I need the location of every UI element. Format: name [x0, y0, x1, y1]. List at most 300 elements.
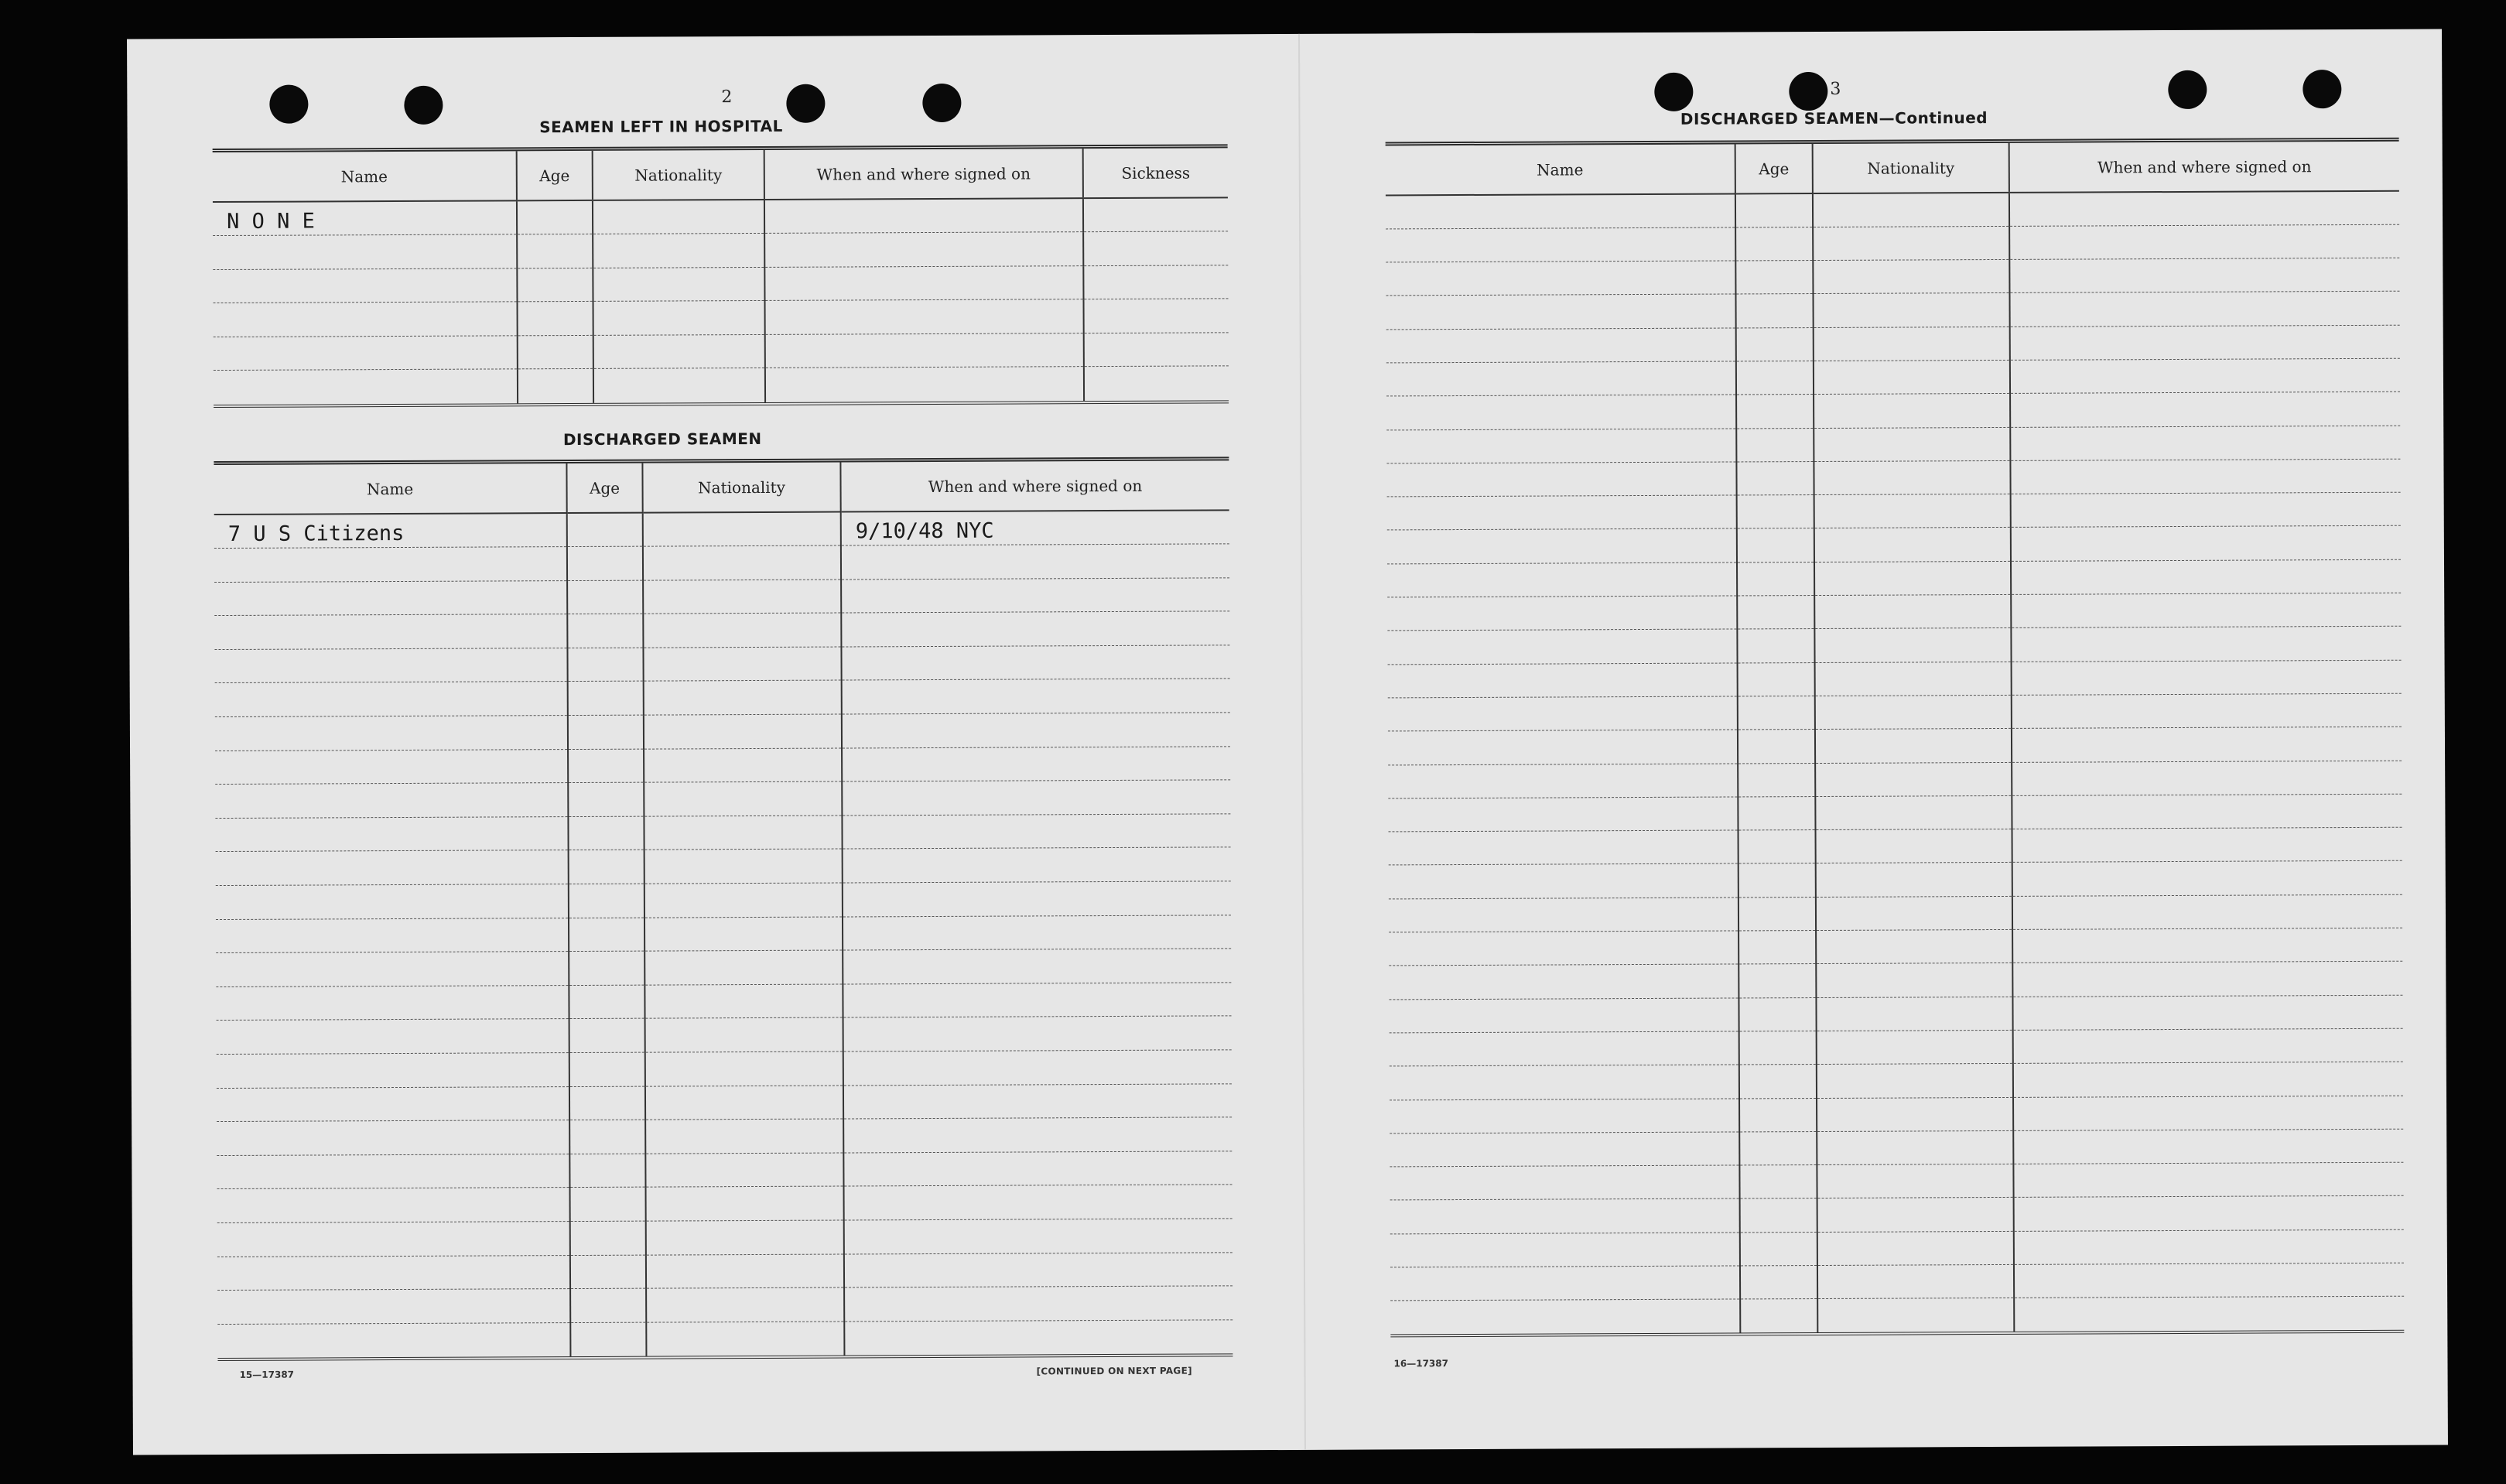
cell-name: [213, 234, 517, 269]
table-row: [217, 1252, 1232, 1290]
cell-nationality: [1814, 327, 2010, 361]
cell-nationality: [1813, 260, 2009, 294]
cell-name: [1386, 294, 1735, 329]
table-row: [216, 847, 1231, 885]
cell-name: [217, 1289, 570, 1325]
table-row: [215, 746, 1230, 784]
cell-signed-on: [843, 1016, 1232, 1051]
cell-age: [1736, 428, 1814, 462]
cell-nationality: [645, 1119, 843, 1154]
cell-nationality: [644, 748, 842, 783]
cell-nationality: [593, 200, 764, 234]
cell-name: [214, 648, 567, 683]
cell-nationality: [593, 334, 765, 369]
cell-signed-on: 9/10/48 NYC: [841, 510, 1229, 545]
table-row: [217, 1320, 1232, 1358]
cell-name: [1387, 562, 1737, 597]
table-row: [1387, 627, 2401, 665]
cell-age: [570, 1288, 646, 1322]
cell-signed-on: [843, 1117, 1232, 1153]
table-row: [215, 679, 1230, 716]
cell-signed-on: [2012, 761, 2402, 795]
cell-age: [1740, 1266, 1817, 1300]
table-row: [217, 1083, 1232, 1121]
cell-age: [518, 369, 593, 403]
cell-name: [1390, 1165, 1739, 1200]
cell-age: [1738, 830, 1816, 864]
cell-name: [1388, 764, 1738, 798]
table-row: [215, 814, 1230, 852]
cell-age: [1737, 596, 1814, 630]
page-number: 2: [721, 87, 733, 108]
cell-name: [217, 1019, 569, 1055]
cell-nationality: [645, 1086, 843, 1120]
cell-age: [568, 749, 644, 783]
cell-name: [1389, 830, 1738, 865]
cell-signed-on: [2010, 325, 2400, 360]
cell-age: [1738, 964, 1816, 998]
cell-nationality: [644, 781, 842, 816]
column-header-age: Age: [517, 151, 593, 200]
cell-name: [217, 1188, 570, 1223]
cell-signed-on: [2012, 861, 2402, 896]
cell-signed-on: [844, 1286, 1232, 1322]
table-row: [1388, 660, 2402, 698]
cell-name: [217, 1222, 570, 1257]
cell-name: [216, 850, 569, 886]
cell-age: [1735, 227, 1813, 261]
table-row: [1387, 559, 2401, 597]
cell-nationality: [1817, 1164, 2013, 1198]
cell-nationality: [1815, 662, 2012, 696]
cell-name: [213, 268, 517, 303]
cell-age: [1737, 495, 1814, 529]
cell-name: [215, 783, 568, 819]
cell-nationality: [1814, 460, 2010, 494]
cell-nationality: [646, 1287, 844, 1322]
table-row: [217, 1185, 1232, 1222]
cell-nationality: [1813, 193, 2009, 227]
cell-nationality: [1813, 293, 2009, 327]
table-row: [1386, 292, 2399, 330]
cell-signed-on: [2013, 1028, 2403, 1063]
table-row: [1389, 928, 2402, 966]
cell-name: [1389, 863, 1738, 898]
cell-signed-on: [2012, 827, 2402, 862]
continued-note: [CONTINUED ON NEXT PAGE]: [1036, 1365, 1192, 1377]
cell-signed-on: [842, 780, 1230, 816]
table-row: [215, 713, 1230, 751]
cell-name: [215, 816, 568, 852]
cell-name: [215, 716, 568, 751]
column-header-signed-on: When and where signed on: [840, 460, 1229, 511]
cell-nationality: [1816, 863, 2012, 897]
discharged-section-title: DISCHARGED SEAMEN: [562, 429, 762, 450]
table-row: [1388, 693, 2402, 731]
cell-age: [567, 614, 643, 648]
table-row: [217, 1016, 1232, 1054]
cell-name: [1388, 696, 1738, 731]
cell-age: [1738, 696, 1815, 730]
cell-signed-on: [764, 232, 1083, 267]
table-row: [217, 1286, 1232, 1324]
cell-age: [517, 268, 593, 302]
cell-name: 7 U S Citizens: [214, 513, 567, 549]
cell-name: [217, 1053, 569, 1089]
cell-age: [570, 1322, 646, 1356]
table-row: [1390, 1129, 2403, 1167]
cell-name: [1390, 1031, 1739, 1066]
discharged-continued-title: [1625, 108, 2043, 128]
cell-name: [1386, 361, 1736, 396]
cell-nationality: [645, 1017, 843, 1052]
table-row: [1390, 1096, 2403, 1134]
table-row: [1387, 593, 2401, 631]
right-page: [1300, 29, 2448, 1449]
cell-age: [518, 302, 593, 336]
cell-nationality: [643, 647, 841, 682]
cell-age: [569, 1154, 645, 1188]
cell-signed-on: [843, 1050, 1232, 1086]
column-header-name: Name: [1386, 144, 1735, 195]
cell-signed-on: [841, 544, 1229, 580]
cell-name: [1390, 1198, 1740, 1233]
cell-signed-on: [842, 746, 1230, 781]
cell-age: [1738, 796, 1815, 830]
cell-signed-on: [842, 713, 1230, 748]
cell-name: [1389, 898, 1738, 932]
table-row: [214, 333, 1229, 371]
cell-signed-on: [841, 611, 1229, 647]
cell-sickness: [1083, 197, 1228, 231]
table-row: [214, 645, 1229, 683]
cell-age: [1735, 294, 1813, 328]
column-header-age: Age: [566, 463, 642, 513]
cell-nationality: [1816, 829, 2012, 863]
cell-signed-on: [2009, 292, 2399, 327]
cell-signed-on: [843, 949, 1231, 984]
table-row: [1390, 1162, 2403, 1200]
table-row: [1387, 526, 2401, 564]
cell-age: [569, 1120, 645, 1154]
cell-signed-on: [2014, 1297, 2404, 1332]
cell-nationality: [643, 545, 841, 580]
table-row: [1389, 995, 2402, 1033]
cell-nationality: [1816, 997, 2012, 1031]
cell-age: [569, 918, 644, 952]
table-row: [217, 1151, 1232, 1189]
cell-name: [215, 682, 568, 717]
cell-name: [214, 302, 518, 337]
cell-name: [1390, 1266, 1740, 1301]
cell-age: [567, 580, 643, 614]
cell-age: [1736, 327, 1814, 361]
table-row: [1390, 1297, 2404, 1335]
table-row: [213, 231, 1228, 269]
hospital-section-title: SEAMEN LEFT IN HOSPITAL: [539, 116, 783, 137]
cell-name: [217, 1255, 570, 1291]
cell-signed-on: [2014, 1196, 2404, 1231]
cell-name: [1386, 429, 1736, 463]
cell-signed-on: [2012, 928, 2402, 963]
cell-signed-on: [2012, 660, 2402, 695]
cell-nationality: [1814, 528, 2011, 562]
cell-nationality: [1814, 360, 2010, 394]
cell-nationality: [1815, 795, 2012, 829]
cell-age: [569, 951, 644, 985]
cell-age: [568, 682, 644, 716]
cell-nationality: [593, 368, 765, 403]
cell-age: [569, 850, 644, 884]
cell-age: [1740, 1232, 1817, 1266]
cell-sickness: [1084, 299, 1229, 333]
cell-name: [1390, 1233, 1740, 1267]
cell-age: [517, 200, 593, 234]
cell-age: [1735, 261, 1813, 295]
cell-signed-on: [843, 847, 1231, 883]
section-title-main: DISCHARGED SEAMEN: [1680, 108, 1879, 128]
cell-age: [568, 816, 644, 850]
cell-nationality: [644, 680, 842, 715]
cell-signed-on: [841, 645, 1229, 681]
table-row: [214, 578, 1229, 616]
cell-signed-on: [2009, 258, 2399, 292]
cell-signed-on: [841, 578, 1229, 614]
cell-signed-on: [765, 333, 1084, 368]
cell-age: [1738, 763, 1815, 797]
cell-age: [517, 234, 593, 268]
cell-name: [214, 614, 567, 650]
cell-name: [1386, 193, 1735, 228]
cell-signed-on: [2013, 1162, 2403, 1197]
cell-age: [1736, 395, 1814, 429]
table-row: [1386, 358, 2400, 396]
cell-age: [569, 1052, 645, 1086]
cell-name: [216, 918, 569, 953]
cell-name: [216, 884, 569, 920]
cell-nationality: [1814, 494, 2011, 528]
cell-nationality: [593, 234, 764, 268]
table-row: [217, 1050, 1232, 1088]
cell-name: N O N E: [213, 200, 517, 235]
cell-signed-on: [2012, 727, 2402, 761]
cell-age: [1737, 629, 1814, 663]
cell-nationality: [644, 849, 843, 884]
cell-signed-on: [765, 299, 1084, 334]
table-row: [1389, 827, 2402, 865]
cell-name: [1387, 528, 1737, 563]
cell-age: [1735, 193, 1813, 227]
table-row: [1386, 224, 2399, 262]
cell-signed-on: [2011, 593, 2401, 627]
cell-name: [1390, 1299, 1740, 1334]
cell-name: [1386, 261, 1735, 296]
cell-signed-on: [2010, 459, 2400, 494]
cell-age: [1739, 1031, 1817, 1065]
cell-name: [214, 580, 567, 616]
column-header-age: Age: [1735, 144, 1813, 193]
cell-nationality: [645, 1153, 843, 1188]
form-number: 16—17387: [1393, 1358, 1448, 1369]
cell-signed-on: [844, 1185, 1232, 1220]
table-row: [215, 780, 1230, 818]
column-header-sickness: Sickness: [1083, 148, 1228, 198]
cell-age: [568, 715, 644, 749]
cell-age: [1737, 562, 1814, 596]
cell-nationality: [646, 1322, 844, 1356]
cell-signed-on: [843, 983, 1231, 1018]
form-number: 15—17387: [239, 1369, 295, 1380]
table-row: [1389, 894, 2402, 932]
cell-nationality: [643, 580, 841, 614]
table-row: [216, 949, 1231, 986]
cell-signed-on: [2014, 1229, 2404, 1264]
column-header-signed-on: When and where signed on: [764, 149, 1083, 200]
cell-signed-on: [2014, 1263, 2404, 1298]
cell-name: [1387, 495, 1737, 530]
table-row: [1388, 727, 2402, 764]
table-row: [1389, 962, 2402, 1000]
cell-age: [567, 546, 643, 580]
table-row: [213, 197, 1228, 235]
cell-nationality: [646, 1220, 844, 1255]
column-header-name: Name: [213, 151, 517, 202]
left-page: [127, 34, 1304, 1455]
cell-nationality: [1813, 226, 2009, 260]
cell-nationality: [1817, 1064, 2013, 1098]
ledger-sheet: [127, 29, 2448, 1455]
cell-age: [1736, 461, 1814, 495]
cell-nationality: [644, 714, 842, 749]
cell-signed-on: [844, 1320, 1232, 1356]
cell-signed-on: [842, 814, 1230, 850]
column-header-nationality: Nationality: [642, 463, 840, 513]
cell-age: [1739, 1131, 1817, 1165]
table-row: [1386, 325, 2400, 363]
cell-nationality: [645, 1051, 843, 1086]
table-row: [214, 366, 1229, 404]
cell-age: [1738, 931, 1816, 965]
table-row: [1390, 1229, 2404, 1267]
cell-signed-on: [2011, 492, 2401, 527]
cell-age: [567, 513, 643, 547]
cell-name: [214, 336, 518, 371]
cell-signed-on: [2013, 1096, 2403, 1130]
cell-signed-on: [764, 198, 1083, 233]
cell-signed-on: [2010, 358, 2400, 393]
cell-signed-on: [2011, 526, 2401, 561]
table-row: [216, 983, 1231, 1021]
cell-nationality: [1816, 896, 2012, 930]
cell-age: [570, 1255, 646, 1289]
cell-age: [569, 1019, 645, 1053]
cell-age: [1738, 897, 1816, 931]
table-row: [217, 1117, 1232, 1155]
table-row: [1388, 794, 2402, 832]
cell-age: [1736, 361, 1814, 395]
table-row: [1390, 1062, 2403, 1099]
cell-name: [217, 1086, 569, 1122]
table-row: [217, 1219, 1232, 1257]
cell-signed-on: [2013, 1129, 2403, 1164]
cell-name: [215, 749, 568, 785]
cell-age: [568, 782, 644, 816]
cell-nationality: [643, 512, 841, 547]
cell-name: [1386, 462, 1736, 497]
cell-nationality: [1816, 929, 2012, 963]
cell-signed-on: [2012, 693, 2402, 728]
cell-nationality: [1814, 628, 2011, 662]
cell-nationality: [1815, 762, 2012, 796]
cell-age: [570, 1187, 646, 1221]
cell-name: [1390, 1065, 1739, 1099]
cell-name: [217, 1154, 569, 1189]
cell-signed-on: [2009, 224, 2399, 259]
table-row: [216, 881, 1231, 919]
cell-nationality: [1814, 427, 2010, 461]
table-row: [1386, 426, 2400, 463]
cell-nationality: [644, 816, 842, 850]
cell-signed-on: [842, 679, 1230, 714]
cell-signed-on: [844, 1219, 1232, 1254]
table-row: [214, 299, 1229, 337]
cell-name: [217, 1120, 569, 1156]
page-number: 3: [1830, 79, 1841, 99]
cell-nationality: [1817, 1298, 2014, 1332]
cell-signed-on: [2012, 962, 2402, 997]
cell-nationality: [1817, 1130, 2013, 1164]
cell-name: [1389, 998, 1738, 1033]
cell-age: [1738, 997, 1816, 1031]
cell-signed-on: [2012, 794, 2402, 829]
discharged-continued-table: [1386, 138, 2405, 1338]
cell-signed-on: [843, 915, 1231, 950]
cell-sickness: [1084, 333, 1229, 367]
column-header-name: Name: [214, 463, 566, 515]
hospital-table: [213, 144, 1229, 407]
cell-name: [216, 952, 569, 987]
table-row: [214, 510, 1229, 548]
cell-signed-on: [2009, 191, 2399, 226]
cell-nationality: [1817, 1264, 2014, 1298]
column-header-signed-on: When and where signed on: [2009, 142, 2399, 193]
cell-signed-on: [2012, 995, 2402, 1030]
cell-signed-on: [764, 265, 1083, 300]
cell-age: [1740, 1198, 1817, 1233]
cell-name: [1390, 1098, 1739, 1133]
cell-signed-on: [2011, 559, 2401, 594]
cell-age: [569, 985, 644, 1019]
cell-nationality: [593, 301, 765, 336]
cell-nationality: [1817, 1030, 2013, 1064]
cell-sickness: [1083, 265, 1228, 299]
cell-signed-on: [844, 1252, 1232, 1287]
cell-nationality: [644, 984, 843, 1019]
cell-signed-on: [2013, 1062, 2403, 1096]
discharged-table: [214, 456, 1232, 1361]
cell-nationality: [643, 613, 841, 648]
cell-signed-on: [843, 1083, 1232, 1119]
cell-nationality: [644, 883, 843, 918]
table-row: [1386, 392, 2400, 430]
cell-age: [567, 648, 643, 682]
cell-name: [214, 547, 567, 583]
cell-nationality: [593, 267, 764, 302]
cell-name: [1389, 964, 1738, 999]
cell-nationality: [1816, 963, 2012, 997]
cell-nationality: [1817, 1198, 2014, 1232]
cell-name: [214, 369, 518, 404]
